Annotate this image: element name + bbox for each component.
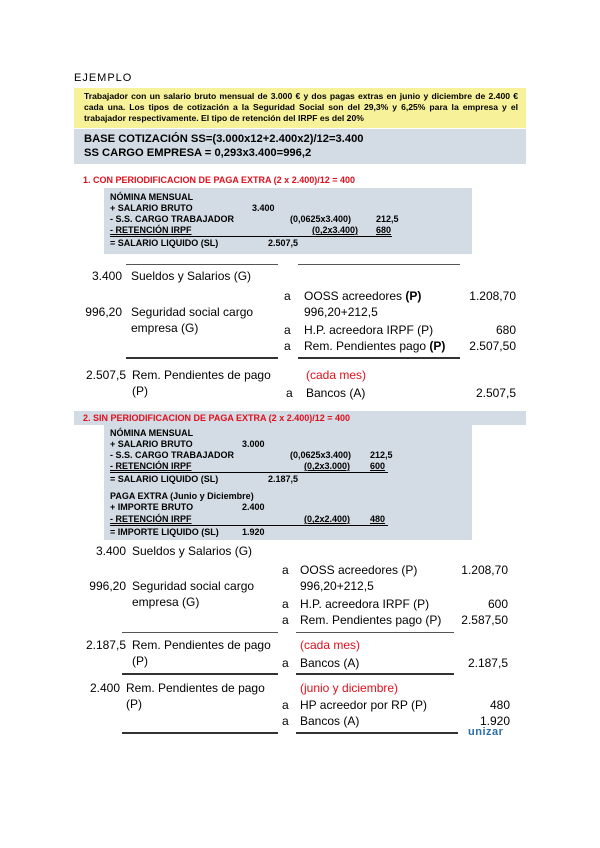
haber-amount: 2.507,5 [475,386,516,400]
haber-account: Bancos (A) [306,386,366,400]
paga-rule [110,525,388,526]
paga-bruto-value: 2.400 [242,502,265,512]
haber-account: OOSS acreedores (P) [300,563,418,577]
nomina-bruto-label: + SALARIO BRUTO [110,439,193,449]
debe-account-2: empresa (G) [131,321,199,335]
paga-bruto-label: + IMPORTE BRUTO [110,502,194,512]
note-text: (cada mes) [300,638,361,652]
haber-a: a [282,563,289,577]
haber-amount: 480 [489,698,510,712]
page-heading: EJEMPLO [74,72,133,84]
base-box [74,129,526,164]
nomina-irpf-calc: (0,2x3.400) [312,225,359,235]
nomina-bruto-label: + SALARIO BRUTO [110,203,193,213]
debe-account: Rem. Pendientes de pago [132,368,271,382]
haber-account: OOSS acreedores (P) [304,289,422,303]
debe-amount: 2.400 [89,681,120,695]
haber-amount: 1.208,70 [461,563,508,577]
divider [296,673,454,675]
haber-account: H.P. acreedora IRPF (P) [304,323,434,337]
haber-account: Bancos (A) [300,656,360,670]
haber-a: a [284,289,291,303]
paga-irpf-calc: (0,2x2.400) [304,514,351,524]
debe-account: Rem. Pendientes de pago [126,681,265,695]
nomina-irpf-calc: (0,2x3.000) [304,461,351,471]
haber-a: a [282,714,289,728]
unizar-logo: unizar [468,726,504,738]
haber-account: Rem. Pendientes pago (P) [304,339,446,353]
nomina-ss-label: - S.S. CARGO TRABAJADOR [110,450,235,460]
debe-amount: 3.400 [91,269,122,283]
haber-account: H.P. acreedora IRPF (P) [300,597,430,611]
nomina-bruto-value: 3.400 [252,203,275,213]
haber-a: a [282,698,289,712]
haber-account: Rem. Pendientes pago (P) [300,613,442,627]
haber-a: a [282,656,289,670]
section-2-title: 2. SIN PERIODIFICACION DE PAGA EXTRA (2 x 2.400)/12 = 400 [83,413,350,423]
divider [298,264,460,265]
nomina-rule [110,236,392,237]
section-1-title: 1. CON PERIODIFICACION DE PAGA EXTRA (2 x 2.400)/12 = 400 [83,175,355,185]
debe-account: Sueldos y Salarios (G) [132,544,253,558]
divider [122,732,278,734]
nomina-irpf-label: - RETENCIÓN IRPF [110,461,192,471]
haber-amount: 600 [487,597,508,611]
divider [126,264,278,265]
debe-account: Rem. Pendientes de pago [132,638,271,652]
haber-a: a [282,613,289,627]
haber-account: HP acreedor por RP (P) [300,698,427,712]
debe-amount: 2.507,5 [85,368,126,382]
nomina-liquido-value: 2.187,5 [268,474,299,484]
haber-sub: 996,20+212,5 [304,305,378,319]
nomina-box-2 [104,425,472,540]
divider [296,732,458,734]
haber-amount: 1.208,70 [469,289,516,303]
nomina-liquido-value: 2.507,5 [268,238,299,248]
intro-box [74,88,526,128]
nomina-ss-value: 212,5 [370,450,393,460]
nomina-liquido-label: = SALARIO LIQUIDO (SL) [110,238,219,248]
nomina-ss-calc: (0,0625x3.400) [290,450,352,460]
nomina-liquido-label: = SALARIO LIQUIDO (SL) [110,474,219,484]
haber-a: a [284,323,291,337]
paga-liquido-label: = IMPORTE LIQUIDO (SL) [110,527,219,537]
nomina-ss-value: 212,5 [376,214,399,224]
divider [296,632,454,633]
nomina-ss-label: - S.S. CARGO TRABAJADOR [110,214,235,224]
divider [126,357,278,359]
haber-amount: 2.187,5 [467,656,508,670]
debe-account: Seguridad social cargo [132,579,255,593]
paga-irpf-label: - RETENCIÓN IRPF [110,514,192,524]
haber-amount: 2.587,50 [461,613,508,627]
haber-account: Bancos (A) [300,714,360,728]
section-2-header [74,411,526,425]
haber-amount: 2.507,50 [469,339,516,353]
haber-a: a [282,597,289,611]
nomina-rule [110,472,388,473]
paga-title: PAGA EXTRA (Junio y Diciembre) [110,491,254,501]
debe-account-2: (P) [132,384,148,398]
haber-amount: 1.920 [479,714,510,728]
nomina-irpf-value: 600 [370,461,386,471]
debe-amount: 996,20 [89,579,126,593]
debe-amount: 996,20 [85,305,122,319]
divider [122,673,278,675]
note-text: (junio y diciembre) [300,681,399,695]
divider [122,632,278,633]
haber-sub: 996,20+212,5 [300,579,374,593]
intro-text: Trabajador con un salario bruto mensual de 3.000 € y dos pagas extras en junio y diciembre de 2.400 € cada una. Los tipos de cotización a la Seguridad Social son del 29,3% y 6,25% para la empresa y el trabajador respectivamente. El tipo de retención del IRPF es del 20% [84,91,518,123]
haber-a: a [286,386,293,400]
nomina-bruto-value: 3.000 [242,439,265,449]
debe-account-2: (P) [132,654,148,668]
nomina-irpf-value: 680 [376,225,392,235]
debe-account-2: empresa (G) [132,595,200,609]
debe-account-2: (P) [126,697,142,711]
nomina-box-1 [104,188,472,254]
debe-account: Seguridad social cargo [131,305,254,319]
nomina-ss-calc: (0,0625x3.400) [290,214,352,224]
base-line-2: SS CARGO EMPRESA = 0,293x3.400=996,2 [84,147,312,159]
paga-irpf-value: 480 [370,514,386,524]
haber-a: a [284,339,291,353]
haber-amount: 680 [495,323,516,337]
debe-amount: 2.187,5 [85,638,126,652]
debe-account: Sueldos y Salarios (G) [131,269,252,283]
divider [298,357,460,359]
nomina-title: NÓMINA MENSUAL [110,192,194,202]
paga-liquido-value: 1.920 [242,527,265,537]
nomina-title: NÓMINA MENSUAL [110,428,194,438]
base-line-1: BASE COTIZACIÓN SS=(3.000x12+2.400x2)/12=3.400 [84,133,364,145]
nomina-irpf-label: - RETENCIÓN IRPF [110,225,192,235]
note-text: (cada mes) [306,368,367,382]
debe-amount: 3.400 [95,544,126,558]
